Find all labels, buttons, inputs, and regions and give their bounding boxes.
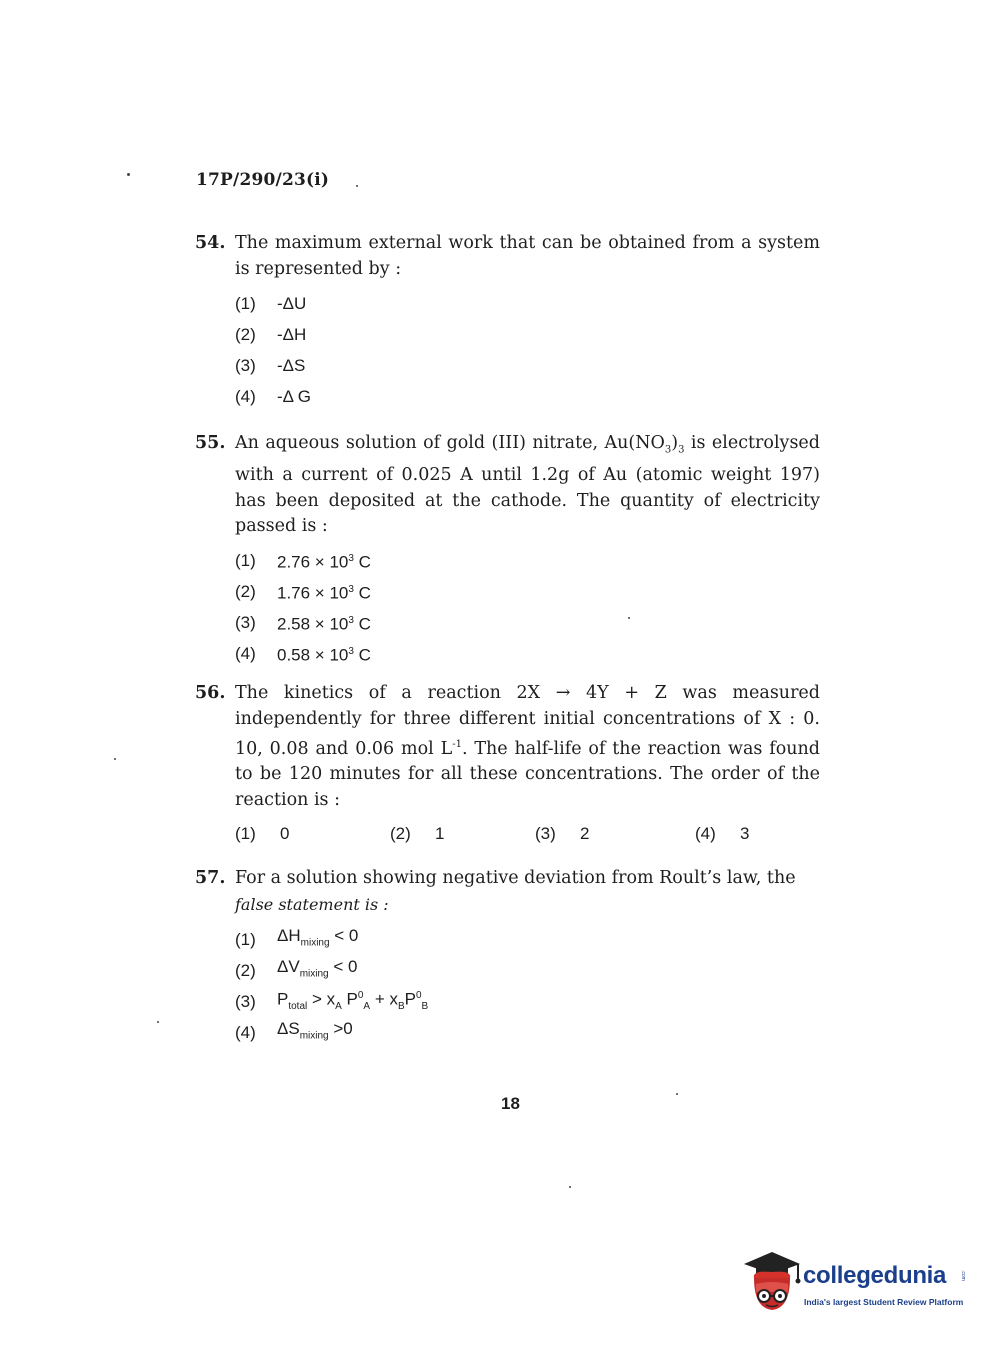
option-value: 1	[435, 824, 445, 844]
option-value: 2	[580, 824, 590, 844]
symbol: ΔH	[277, 926, 301, 946]
option-number: (4)	[235, 386, 256, 406]
scan-speck	[356, 185, 358, 187]
option-number: (3)	[535, 824, 556, 844]
question-number: 54.	[195, 233, 226, 253]
question-56	[195, 681, 820, 847]
page-number: 18	[501, 1094, 520, 1113]
option-number: (1)	[235, 929, 256, 949]
exponent: 3	[348, 584, 354, 596]
question-text-part: The kinetics of a reaction 2X → 4Y + Z was measured independently for three different initial concentrations of X : 0. 10, 0.08 and 0.06 mol L	[235, 683, 820, 759]
subscript: A	[363, 1001, 371, 1013]
question-55	[195, 431, 820, 670]
option-3	[535, 821, 695, 847]
subscript: A	[335, 1001, 342, 1013]
option-2	[235, 319, 820, 350]
options-list	[235, 546, 820, 670]
question-text: The maximum external work that can be obtained from a system is represented by :	[235, 233, 820, 279]
option-value: 0	[280, 824, 290, 844]
subscript: mixing	[299, 1030, 329, 1042]
scan-speck	[569, 1186, 571, 1188]
option-number: (4)	[235, 1022, 256, 1042]
symbol: P	[277, 989, 289, 1009]
option-3	[235, 986, 820, 1017]
option-4	[235, 639, 820, 670]
subscript: B	[397, 1001, 405, 1013]
question-text	[235, 866, 820, 918]
option-4	[235, 1017, 820, 1048]
superscript: 0	[415, 990, 422, 1002]
options-list	[235, 924, 820, 1048]
option-number: (4)	[695, 824, 716, 844]
option-number: (4)	[235, 644, 256, 664]
question-text	[235, 681, 820, 813]
paper-code: 17P/290/23(i)	[196, 170, 330, 190]
scan-speck	[114, 758, 116, 760]
exponent: 3	[348, 615, 354, 627]
option-value	[277, 954, 357, 987]
question-text	[235, 431, 820, 540]
brand-tagline: India's largest Student Review Platform	[804, 1297, 964, 1307]
brand-logo[interactable]	[742, 1250, 972, 1320]
symbol: P	[341, 989, 358, 1009]
option-value	[277, 546, 371, 575]
option-number: (1)	[235, 824, 256, 844]
subscript: mixing	[300, 937, 330, 949]
option-value: 3	[740, 824, 750, 844]
question-54	[195, 231, 820, 412]
option-value: -ΔU	[277, 293, 307, 313]
relation: >0	[328, 1019, 353, 1039]
superscript: -1	[452, 739, 462, 750]
symbol: ΔV	[277, 957, 300, 977]
option-value	[277, 639, 371, 668]
brand-domain: .com	[960, 1270, 966, 1281]
question-number: 56.	[195, 683, 226, 703]
option-value: -ΔS	[277, 355, 306, 375]
relation: < 0	[328, 957, 358, 977]
unit: C	[353, 584, 371, 604]
option-value	[277, 608, 371, 637]
option-number: (2)	[235, 324, 256, 344]
option-value	[277, 577, 371, 606]
mantissa: 1.76 × 10	[277, 584, 349, 604]
relation: > x	[307, 989, 336, 1009]
mantissa: 2.76 × 10	[277, 553, 349, 573]
option-3	[235, 350, 820, 381]
options-list	[235, 288, 820, 412]
option-3	[235, 608, 820, 639]
option-number: (1)	[235, 293, 256, 313]
option-value: -Δ G	[277, 386, 312, 406]
superscript: 0	[357, 990, 364, 1002]
subscript: 3	[678, 444, 685, 456]
option-number: (2)	[390, 824, 411, 844]
mantissa: 0.58 × 10	[277, 646, 349, 666]
option-2	[235, 955, 820, 986]
option-number: (3)	[235, 355, 256, 375]
subscript: 3	[664, 444, 672, 456]
unit: C	[353, 615, 371, 635]
scan-speck	[676, 1093, 678, 1095]
subscript: total	[288, 1001, 308, 1013]
option-value	[277, 923, 358, 956]
option-2	[390, 821, 535, 847]
option-value: -ΔH	[277, 324, 307, 344]
question-text-part: )	[671, 433, 679, 453]
option-1	[235, 288, 820, 319]
option-4	[235, 381, 820, 412]
question-number: 57.	[195, 868, 226, 888]
option-1	[235, 924, 820, 955]
question-text-part: false statement is :	[235, 894, 389, 914]
scan-speck	[127, 173, 130, 176]
question-number: 55.	[195, 433, 226, 453]
option-number: (3)	[235, 991, 256, 1011]
symbol: + x	[370, 989, 398, 1009]
unit: C	[353, 553, 371, 573]
mascot-icon	[742, 1250, 802, 1320]
subscript: mixing	[299, 968, 329, 980]
options-row	[235, 821, 820, 847]
option-4	[695, 821, 749, 847]
option-1	[235, 546, 820, 577]
option-number: (2)	[235, 582, 256, 602]
subscript: B	[421, 1001, 429, 1013]
option-number: (1)	[235, 551, 256, 571]
mantissa: 2.58 × 10	[277, 615, 349, 635]
symbol: ΔS	[277, 1019, 300, 1039]
question-text-part: For a solution showing negative deviation from Roult’s law, the	[235, 868, 796, 888]
option-number: (3)	[235, 613, 256, 633]
question-text-part: An aqueous solution of gold (III) nitrate, Au(NO	[235, 433, 665, 453]
option-1	[235, 821, 390, 847]
exponent: 3	[348, 646, 354, 658]
scan-speck	[157, 1021, 159, 1023]
brand-name: collegedunia	[803, 1262, 947, 1289]
option-value	[277, 983, 428, 1020]
exponent: 3	[348, 553, 354, 565]
question-text-part: is electrolysed with a current of 0.025 A until 1.2g of Au (atomic weight 197) has been deposited at the cathode. The quantity of electricity passed is :	[235, 433, 820, 536]
symbol: P	[404, 989, 416, 1009]
relation: < 0	[329, 926, 359, 946]
question-57	[195, 866, 820, 1048]
option-2	[235, 577, 820, 608]
unit: C	[353, 646, 371, 666]
option-number: (2)	[235, 960, 256, 980]
question-text-part: . The half-life of the reaction was found to be 120 minutes for all these concentrations. The order of the reaction is :	[235, 738, 820, 810]
option-value	[277, 1016, 353, 1049]
